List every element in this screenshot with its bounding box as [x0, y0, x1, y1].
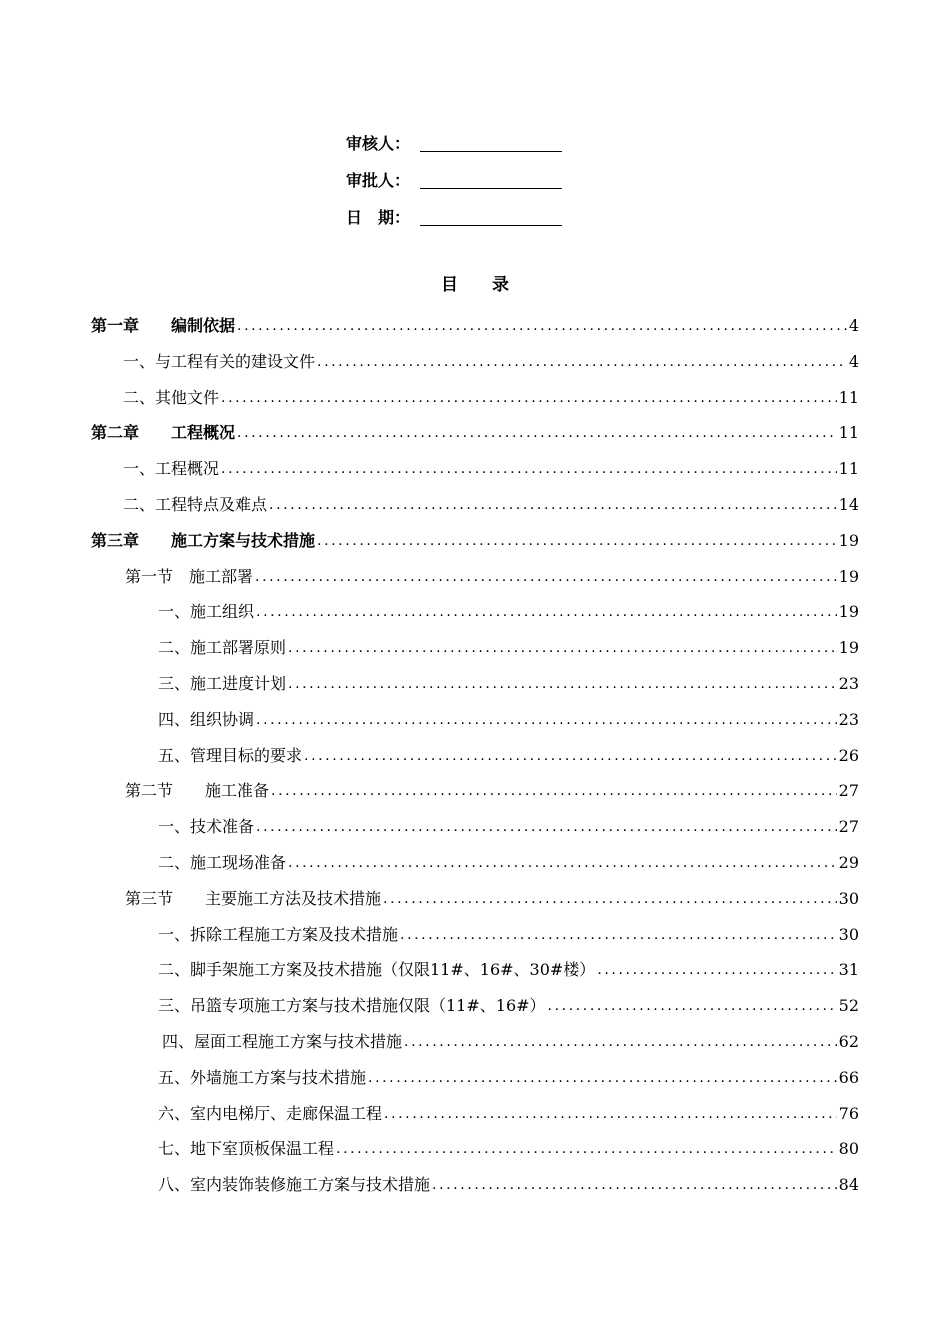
toc-page-number: 11	[838, 423, 859, 443]
toc-entry-title: 五、管理目标的要求	[158, 745, 303, 765]
toc-dot-leader	[221, 459, 837, 479]
toc-dot-leader	[317, 531, 837, 551]
toc-entry-title: 二、其他文件	[123, 387, 220, 407]
toc-dot-leader	[400, 925, 837, 945]
toc-entry-title: 一、工程概况	[123, 459, 220, 479]
reviewer-signature-row	[346, 124, 562, 161]
toc-entry[interactable]	[158, 911, 859, 945]
toc-dot-leader	[221, 388, 837, 408]
toc-dot-leader	[255, 567, 837, 587]
toc-dot-leader	[548, 996, 837, 1016]
toc-entry[interactable]	[158, 1054, 859, 1088]
toc-page-number: 11	[838, 459, 859, 479]
toc-dot-leader	[304, 746, 837, 766]
toc-dot-leader	[288, 674, 837, 694]
toc-page-number: 30	[838, 924, 859, 944]
toc-entry[interactable]	[123, 374, 859, 408]
toc-entry-title: 二、工程特点及难点	[123, 495, 268, 514]
date-label: 日 期：	[346, 208, 411, 227]
toc-entry[interactable]	[123, 481, 859, 515]
toc-entry-title: 一、拆除工程施工方案及技术措施	[158, 924, 399, 944]
toc-page-number: 19	[838, 566, 859, 586]
toc-dot-leader	[384, 1104, 837, 1124]
date-signature-row	[346, 198, 562, 235]
toc-page-number: 62	[838, 1032, 859, 1051]
toc-page-number: 19	[838, 602, 859, 622]
toc-page-number: 84	[838, 1175, 859, 1195]
toc-entry-title: 一、与工程有关的建设文件	[123, 351, 316, 371]
toc-dot-leader	[256, 817, 837, 837]
toc-entry[interactable]	[158, 588, 859, 622]
toc-entry[interactable]	[125, 553, 859, 587]
toc-page-number: 27	[838, 781, 859, 801]
toc-entry-title: 五、外墙施工方案与技术措施	[158, 1067, 367, 1087]
toc-page-number: 23	[838, 709, 859, 729]
toc-entry[interactable]	[158, 803, 859, 837]
date-signature-line	[420, 207, 562, 226]
toc-entry[interactable]	[91, 409, 859, 443]
toc-dot-leader	[597, 960, 836, 980]
toc-entry-title: 三、施工进度计划	[158, 674, 287, 693]
toc-entry-title: 四、屋面工程施工方案与技术措施	[162, 1032, 403, 1051]
toc-entry-title: 三、吊篮专项施工方案与技术措施仅限（11#、16#）	[158, 996, 546, 1016]
toc-page-number: 4	[848, 351, 859, 371]
toc-page-number: 31	[838, 960, 859, 980]
toc-entry[interactable]	[123, 445, 859, 479]
toc-dot-leader	[317, 352, 847, 372]
toc-entry[interactable]	[91, 517, 859, 551]
toc-entry[interactable]	[158, 1161, 859, 1195]
toc-title: 目 录	[441, 275, 509, 295]
toc-dot-leader	[432, 1175, 837, 1195]
toc-entry-title: 四、组织协调	[158, 709, 255, 729]
toc-entry-title: 二、施工现场准备	[158, 853, 287, 872]
toc-entry-title: 第三节 主要施工方法及技术措施	[125, 888, 382, 908]
toc-entry[interactable]	[158, 624, 859, 658]
toc-dot-leader	[383, 889, 837, 909]
toc-entry-title: 第一节 施工部署	[125, 566, 254, 586]
toc-entry[interactable]	[158, 982, 859, 1016]
toc-entry-title: 第三章 施工方案与技术措施	[91, 530, 316, 550]
toc-page-number: 19	[838, 530, 859, 550]
toc-entry-title: 第二节 施工准备	[125, 781, 270, 801]
toc-entry-title: 第一章 编制依据	[91, 316, 236, 335]
approver-signature-row	[346, 161, 562, 198]
toc-entry[interactable]	[158, 839, 859, 873]
toc-entry-title: 第二章 工程概况	[91, 423, 236, 443]
toc-page-number: 76	[838, 1103, 859, 1123]
toc-page-number: 27	[838, 817, 859, 837]
toc-page-number: 26	[838, 745, 859, 765]
toc-page-number: 19	[838, 638, 859, 658]
approver-label: 审批人：	[346, 171, 411, 190]
approver-signature-line	[420, 170, 562, 189]
toc-page-number: 23	[838, 674, 859, 693]
toc-entry-title: 一、施工组织	[158, 602, 255, 622]
toc-dot-leader	[237, 423, 837, 443]
toc-dot-leader	[256, 710, 837, 730]
toc-entry[interactable]	[158, 732, 859, 766]
toc-page-number: 80	[838, 1139, 859, 1159]
toc-dot-leader	[404, 1032, 837, 1052]
toc-entry[interactable]	[125, 875, 859, 909]
toc-page-number: 30	[838, 888, 859, 908]
toc-entry[interactable]	[158, 1090, 859, 1124]
toc-page-number: 4	[848, 316, 859, 335]
toc-page-number: 11	[838, 387, 859, 407]
toc-dot-leader	[288, 638, 837, 658]
toc-dot-leader	[269, 495, 837, 515]
toc-dot-leader	[288, 853, 837, 873]
signature-block	[346, 124, 562, 235]
toc-dot-leader	[336, 1139, 837, 1159]
toc-dot-leader	[256, 602, 837, 622]
toc-entry-title: 二、脚手架施工方案及技术措施（仅限11#、16#、30#楼）	[158, 960, 596, 980]
toc-dot-leader	[368, 1068, 837, 1088]
toc-entry[interactable]	[162, 1018, 859, 1052]
toc-entry[interactable]	[158, 660, 859, 694]
toc-page-number: 14	[838, 495, 859, 514]
toc-entry[interactable]	[123, 338, 859, 372]
toc-entry-title: 二、施工部署原则	[158, 638, 287, 658]
toc-entry-title: 七、地下室顶板保温工程	[158, 1139, 335, 1159]
toc-page-number: 52	[838, 996, 859, 1016]
toc-page-number: 29	[838, 853, 859, 872]
toc-entry[interactable]	[125, 767, 859, 801]
toc-entry[interactable]	[158, 696, 859, 730]
toc-entry[interactable]	[158, 1125, 859, 1159]
toc-dot-leader	[237, 316, 847, 336]
toc-dot-leader	[271, 781, 837, 801]
toc-entry-title: 八、室内装饰装修施工方案与技术措施	[158, 1175, 431, 1195]
toc-entry-title: 六、室内电梯厅、走廊保温工程	[158, 1103, 383, 1123]
toc-entry[interactable]	[91, 302, 859, 336]
toc-entry-title: 一、技术准备	[158, 817, 255, 837]
toc-entry[interactable]	[158, 946, 859, 980]
toc-page-number: 66	[838, 1067, 859, 1087]
reviewer-signature-line	[420, 133, 562, 152]
reviewer-label: 审核人：	[346, 134, 411, 153]
